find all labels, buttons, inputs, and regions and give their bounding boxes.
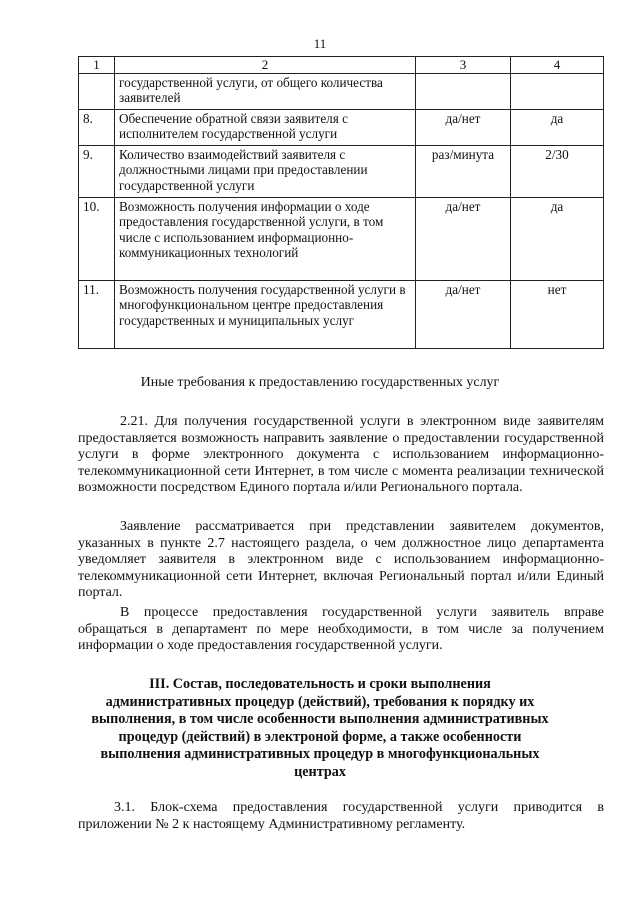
paragraph-process: В процессе предоставления государственной услуги заявитель вправе обращаться в департамент по мере необходимости, в том числе за получением информации о ходе предоставления государственной услуги.	[78, 605, 604, 653]
row-number: 9.	[79, 145, 115, 197]
paragraph-application: Заявление рассматривается при представлении заявителем документов, указанных в пункте 2.7 настоящего раздела, о чем должностное лицо департамента уведомляет заявителя в электронном виде с использованием информационно-телекоммуникационной сети Интернет, включая Региональный портал и/или Единый портал.	[78, 519, 604, 600]
value-cell: да	[511, 197, 604, 280]
subheading: Иные требования к предоставлению государственных услуг	[140, 375, 500, 390]
column-header: 2	[115, 57, 416, 74]
table-row	[79, 73, 604, 109]
unit-cell: да/нет	[416, 280, 511, 348]
row-number: 10.	[79, 197, 115, 280]
row-number	[79, 73, 115, 109]
table-row	[79, 145, 604, 197]
paragraph-3-1: 3.1. Блок-схема предоставления государственной услуги приводится в приложении № 2 к настоящему Административному регламенту.	[78, 800, 604, 832]
indicator-name: Обеспечение обратной связи заявителя с исполнителем государственной услуги	[115, 109, 416, 145]
table-row	[79, 109, 604, 145]
value-cell: да	[511, 109, 604, 145]
indicator-name: Возможность получения информации о ходе предоставления государственной услуги, в том числе с использованием информационно-коммуникационных технологий	[115, 197, 416, 280]
page-number: 11	[313, 36, 327, 51]
unit-cell	[416, 73, 511, 109]
paragraph-2-21: 2.21. Для получения государственной услуги в электронном виде заявителям предоставляется возможность направить заявление о предоставлении государственной услуги в форме электронного документа с использованием информационно-телекоммуникационной сети Интернет, в том числе с момента реализации технической возможности посредством Единого портала и/или Регионального портала.	[78, 414, 604, 495]
indicator-name: Количество взаимодействий заявителя с должностными лицами при предоставлении государственной услуги	[115, 145, 416, 197]
column-header: 4	[511, 57, 604, 74]
table-header-row	[79, 57, 604, 74]
row-number: 11.	[79, 280, 115, 348]
value-cell: 2/30	[511, 145, 604, 197]
unit-cell: раз/минута	[416, 145, 511, 197]
table-row	[79, 197, 604, 280]
row-number: 8.	[79, 109, 115, 145]
unit-cell: да/нет	[416, 197, 511, 280]
unit-cell: да/нет	[416, 109, 511, 145]
column-header: 3	[416, 57, 511, 74]
value-cell	[511, 73, 604, 109]
table-row	[79, 280, 604, 348]
indicator-name: Возможность получения государственной услуги в многофункциональном центре предоставления государственных и муниципальных услуг	[115, 280, 416, 348]
column-header: 1	[79, 57, 115, 74]
indicator-name: государственной услуги, от общего количества заявителей	[115, 73, 416, 109]
value-cell: нет	[511, 280, 604, 348]
indicators-table	[78, 56, 604, 349]
section-title: III. Состав, последовательность и сроки выполнения административных процедур (действий), требования к порядку их выполнения, в том числе особенности выполнения административных процедур (действий) в электроной форме, а также особенности выполнения административных процедур в многофункциональных центрах	[91, 676, 549, 780]
